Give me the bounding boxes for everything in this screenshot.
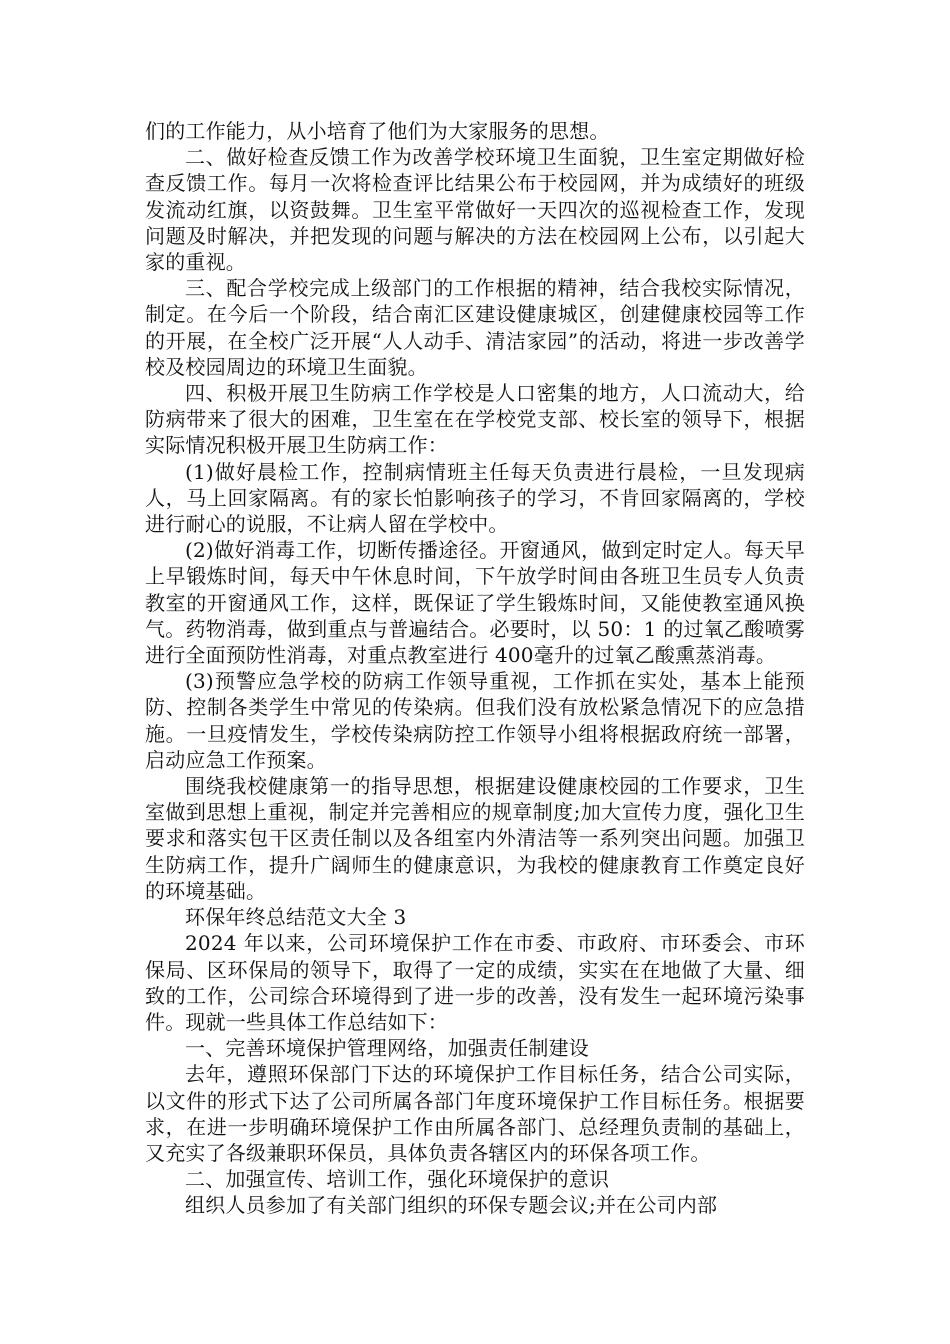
paragraph-summary: 围绕我校健康第一的指导思想，根据建设健康校园的工作要求，卫生室做到思想上重视，制定并完善相应的规章制度;加大宣传力度，强化卫生要求和落实包干区责任制以及各组室内外清洁等一系列突出问题。加强卫生防病工作，提升广阔师生的健康意识，为我校的健康教育工作奠定良好的环境基础。 <box>145 774 805 903</box>
subheading-management-network: 一、完善环境保护管理网络，加强责任制建设 <box>185 1036 589 1061</box>
paragraph-disinfection: (2)做好消毒工作，切断传播途径。开窗通风，做到定时定人。每天早上早锻炼时间，每天中午休息时间，下午放学时间由各班卫生员专人负责教室的开窗通风工作，这样，既保证了学生锻炼时间，又能使教室通风换气。药物消毒，做到重点与普遍结合。必要时，以 50：1 的过氧乙酸喷雾进行全面预防性消毒，对重点教室进行 400毫升的过氧乙酸熏蒸消毒。 <box>145 538 805 668</box>
paragraph-management-network: 去年，遵照环保部门下达的环境保护工作目标任务，结合公司实际，以文件的形式下达了公司所属各部门年度环境保护工作目标任务。根据要求，在进一步明确环境保护工作由所属各部门、总经理负责制的基础上，又充实了各级兼职环保员，具体负责各辖区内的环保各项工作。 <box>145 1062 805 1165</box>
paragraph-morning-check: (1)做好晨检工作，控制病情班主任每天负责进行晨检，一旦发现病人，马上回家隔离。有的家长怕影响孩子的学习，不肯回家隔离的，学校进行耐心的说服，不让病人留在学校中。 <box>145 459 805 537</box>
paragraph-inspection-feedback: 二、做好检查反馈工作为改善学校环境卫生面貌，卫生室定期做好检查反馈工作。每月一次将检查评比结果公布于校园网，并为成绩好的班级发流动红旗，以资鼓舞。卫生室平常做好一天四次的巡视检查工作，发现问题及时解决，并把发现的问题与解决的方法在校园网上公布，以引起大家的重视。 <box>145 145 805 275</box>
paragraph-disease-prevention: 四、积极开展卫生防病工作学校是人口密集的地方，人口流动大，给防病带来了很大的困难，卫生室在在学校党支部、校长室的领导下，根据实际情况积极开展卫生防病工作： <box>145 381 805 458</box>
paragraph-training: 组织人员参加了有关部门组织的环保专题会议;并在公司内部 <box>185 1193 718 1218</box>
paragraph-cooperation: 三、配合学校完成上级部门的工作根据的精神，结合我校实际情况，制定。在今后一个阶段，结合南汇区建设健康城区，创建健康校园等工作的开展，在全校广泛开展“人人动手、清洁家园”的活动，将进一步改善学校及校园周边的环境卫生面貌。 <box>145 276 805 379</box>
paragraph-emergency: (3)预警应急学校的防病工作领导重视，工作抓在实处，基本上能预防、控制各类学生中常见的传染病。但我们没有放松紧急情况下的应急措施。一旦疫情发生，学校传染病防控工作领导小组将根据政府统一部署，启动应急工作预案。 <box>145 669 805 772</box>
document-body <box>145 118 805 1219</box>
paragraph-continuation: 们的工作能力，从小培育了他们为大家服务的思想。 <box>145 119 610 143</box>
section-heading: 环保年终总结范文大全 3 <box>185 905 407 930</box>
paragraph-intro-2024: 2024 年以来，公司环境保护工作在市委、市政府、市环委会、市环保局、区环保局的领导下，取得了一定的成绩，实实在在地做了大量、细致的工作，公司综合环境得到了进一步的改善，没有发生一起环境污染事件。现就一些具体工作总结如下： <box>145 931 805 1034</box>
subheading-training: 二、加强宣传、培训工作，强化环境保护的意识 <box>185 1167 610 1192</box>
